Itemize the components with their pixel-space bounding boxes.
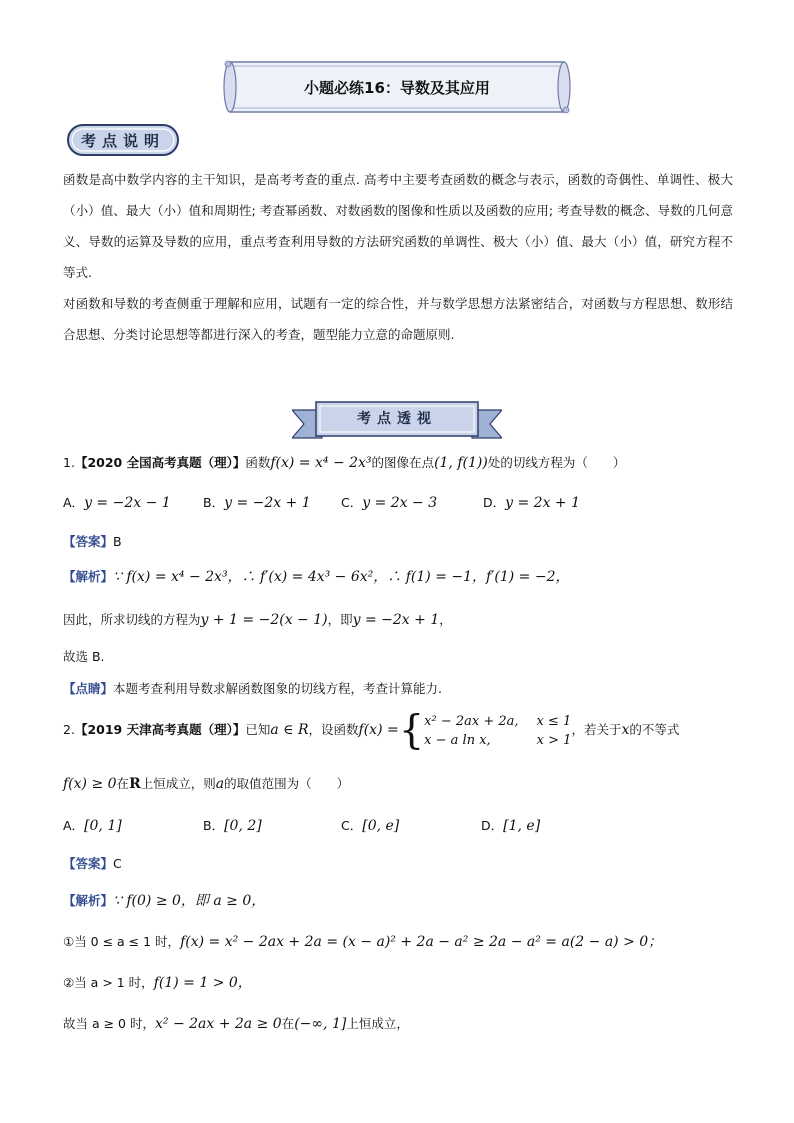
- title-banner: [222, 56, 572, 118]
- option-value: [0, e]: [362, 818, 400, 834]
- conclusion-text: 在: [281, 1016, 295, 1031]
- conclusion-math: x² − 2ax + 2a ≥ 0: [154, 1016, 282, 1032]
- analysis-math: ∵ f(x) = x⁴ − 2x³，∴ f′(x) = 4x³ − 6x²，∴ f(1) = −1，f′(1) = −2，: [113, 569, 570, 585]
- option-value: [0, 2]: [224, 818, 262, 834]
- analysis-2-line-4: [63, 1013, 409, 1035]
- answer-line-1: [63, 531, 122, 553]
- option-letter: B．: [203, 495, 225, 510]
- option-d[interactable]: [483, 492, 580, 514]
- question-number: 2.: [63, 722, 75, 737]
- piecewise-brace: {: [398, 707, 425, 754]
- analysis-tag: 【解析】: [63, 569, 114, 584]
- intro-paragraph-1: 函数是高中数学内容的主干知识，是高考考查的重点. 高考中主要考查函数的概念与表示，函数的奇偶性、单调性、极大（小）值、最大（小）值和周期性; 考查幂函数、对数函数的图像和性质以及函数的应用; 考查导数的概念、导数的几何意义、导数的运算及导数的应用，重点考查利用导数的方法研究函数的单调性、极大（小）值、最大（小）值，研究方程不等式.: [63, 172, 733, 280]
- option-c[interactable]: [341, 492, 437, 514]
- question-text: ，若关于: [571, 722, 622, 737]
- answer-value: B: [113, 534, 122, 549]
- option-d[interactable]: [481, 815, 540, 837]
- option-value: [0, 1]: [84, 818, 122, 834]
- analysis-2-line-2: [63, 931, 662, 953]
- answer-tag: 【答案】: [63, 534, 114, 549]
- piece-2-condition: x > 1: [536, 732, 572, 748]
- option-letter: A．: [63, 818, 85, 833]
- question-text: 函数: [245, 455, 271, 470]
- ribbon-label: 考点透视: [357, 411, 437, 427]
- badge-label: 考点说明: [80, 131, 165, 150]
- option-letter: A．: [63, 495, 85, 510]
- analysis-line-1: [63, 566, 569, 588]
- answer-tag: 【答案】: [63, 856, 114, 871]
- option-c[interactable]: [341, 815, 399, 837]
- option-letter: D．: [483, 495, 506, 510]
- option-letter: C．: [341, 495, 363, 510]
- answer-value: C: [113, 856, 122, 871]
- analysis-text: 因此，所求切线的方程为: [63, 612, 201, 627]
- question-text: 处的切线方程为（ ）: [487, 455, 626, 470]
- option-b[interactable]: [203, 815, 262, 837]
- question-source: 【2019 天津高考真题（理）】: [74, 722, 246, 737]
- option-b[interactable]: [203, 492, 311, 514]
- option-value: [1, e]: [503, 818, 541, 834]
- analysis-2-line-1: [63, 890, 265, 912]
- comment-text: 本题考查利用导数求解函数图象的切线方程，考查计算能力.: [113, 681, 442, 696]
- intro-paragraph-2: 对函数和导数的考查侧重于理解和应用，试题有一定的综合性，并与数学思想方法紧密结合，对函数与方程思想、数形结合思想、分类讨论思想等都进行深入的考查，题型能力立意的命题原则.: [63, 296, 733, 342]
- variable: x: [621, 722, 630, 738]
- option-value: y = −2x − 1: [84, 495, 171, 511]
- function-name: f(x) =: [358, 722, 399, 738]
- interval: (−∞, 1]: [294, 1016, 347, 1032]
- option-a[interactable]: [63, 492, 171, 514]
- option-value: y = 2x + 1: [505, 495, 581, 511]
- option-letter: C．: [341, 818, 363, 833]
- analysis-text: ，: [439, 612, 452, 627]
- inequality-expression: f(x) ≥ 0: [63, 776, 117, 792]
- case-label: ①当 0 ≤ a ≤ 1 时，: [63, 934, 181, 949]
- section-badge-intro: [66, 122, 180, 158]
- question-text: 已知: [245, 722, 271, 737]
- analysis-tag: 【解析】: [63, 893, 114, 908]
- case-math: f(1) = 1 > 0，: [153, 975, 252, 991]
- question-text: 在: [116, 776, 130, 791]
- tangent-result: y = −2x + 1: [352, 612, 440, 628]
- piece-1-expression: x² − 2ax + 2a,: [424, 713, 519, 729]
- analysis-text: ，即: [327, 612, 353, 627]
- option-value: y = −2x + 1: [224, 495, 311, 511]
- section-ribbon: [292, 398, 502, 444]
- question-1-stem: [63, 452, 625, 474]
- piece-2-expression: x − a ln x,: [424, 732, 491, 748]
- analysis-line-3: 故选 B.: [63, 649, 105, 664]
- case-label: ②当 a > 1 时，: [63, 975, 154, 990]
- question-source: 【2020 全国高考真题（理）】: [74, 455, 246, 470]
- question-number: 1.: [63, 455, 75, 470]
- piecewise-function: [424, 712, 571, 750]
- question-text: 的图像在点: [371, 455, 435, 470]
- question-2-stem-cont: [63, 773, 349, 795]
- analysis-math: ∵ f(0) ≥ 0，即 a ≥ 0，: [113, 893, 266, 909]
- comment-line: [63, 678, 442, 700]
- question-text: ，设函数: [308, 722, 359, 737]
- comment-tag: 【点睛】: [63, 681, 114, 696]
- analysis-2-line-3: [63, 972, 252, 994]
- parameter: a: [215, 776, 225, 792]
- case-math: f(x) = x² − 2ax + 2a = (x − a)² + 2a − a² ≥ 2a − a² = a(2 − a) > 0；: [180, 934, 663, 950]
- question-text: 的取值范围为（ ）: [224, 776, 350, 791]
- question-2-stem: [63, 708, 679, 752]
- analysis-line-2: [63, 609, 452, 631]
- option-a[interactable]: [63, 815, 122, 837]
- answer-line-2: [63, 853, 122, 875]
- condition-expression: a ∈ R: [270, 722, 309, 738]
- conclusion-text: 上恒成立，: [346, 1016, 409, 1031]
- question-1-options: [0, 492, 794, 516]
- question-text: 的不等式: [629, 722, 680, 737]
- tangent-equation: y + 1 = −2(x − 1): [200, 612, 328, 628]
- page-title: 小题必练16：导数及其应用: [304, 78, 490, 97]
- question-2-options: [0, 815, 794, 839]
- option-letter: D．: [481, 818, 504, 833]
- piece-1-condition: x ≤ 1: [536, 713, 572, 729]
- option-value: y = 2x − 3: [362, 495, 438, 511]
- option-letter: B．: [203, 818, 225, 833]
- question-text: 上恒成立，则: [140, 776, 216, 791]
- point-expression: (1, f(1)): [434, 455, 488, 471]
- conclusion-text: 故当 a ≥ 0 时，: [63, 1016, 155, 1031]
- domain-symbol: R: [129, 776, 141, 792]
- function-expression: f(x) = x⁴ − 2x³: [270, 455, 372, 471]
